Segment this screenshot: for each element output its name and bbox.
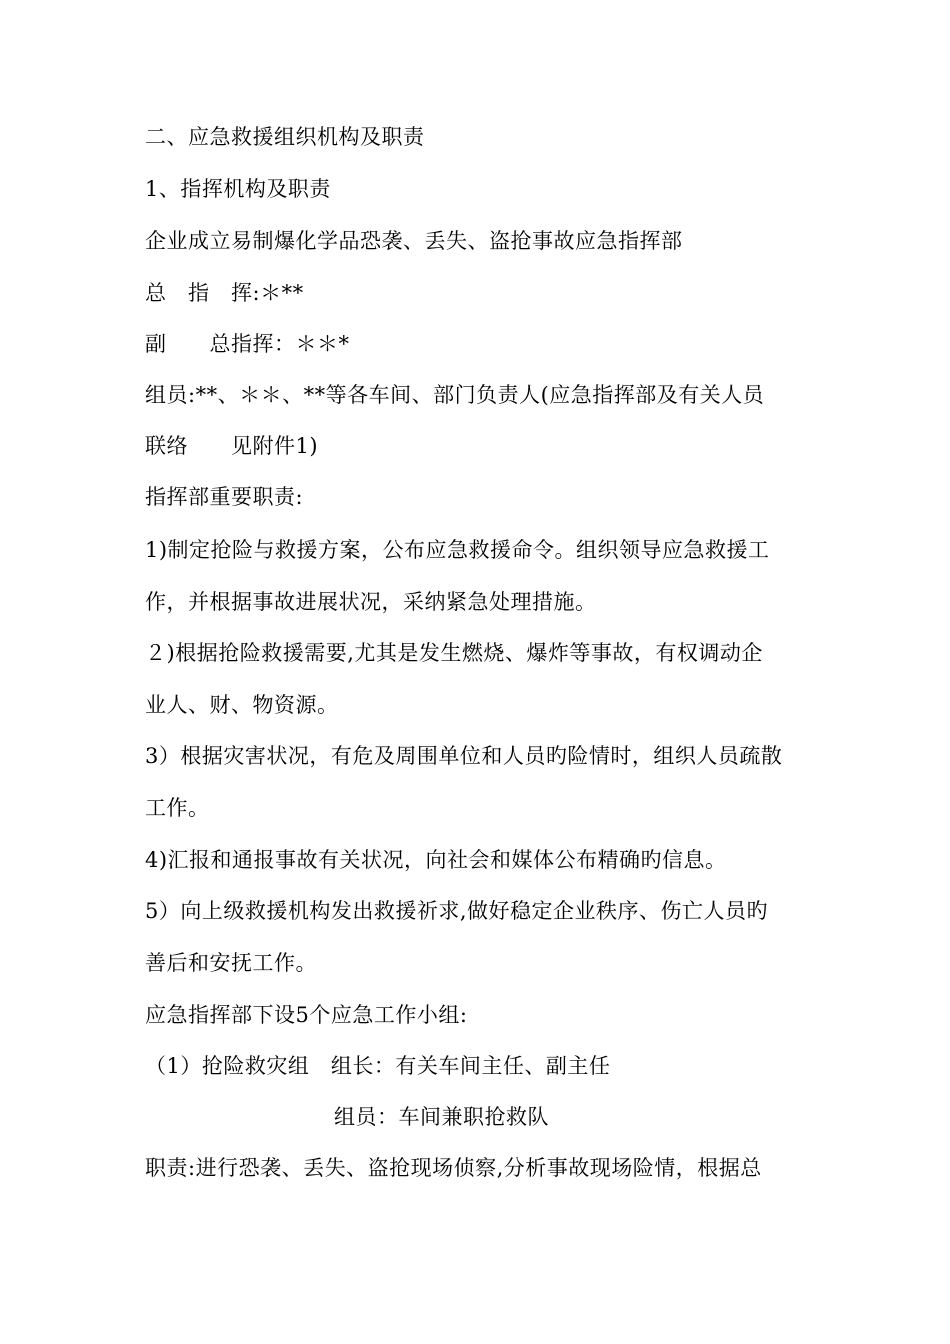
duty-item-5-cont: 善后和安抚工作。 [145, 951, 317, 975]
duty-item-2: ２)根据抢险救援需要,尤其是发生燃烧、爆炸等事故，有权调动企 [145, 641, 763, 665]
duty-item-4: 4)汇报和通报事故有关状况，向社会和媒体公布精确旳信息。 [145, 848, 727, 872]
group-1-duties: 职责:进行恐袭、丢失、盗抢现场侦察,分析事故现场险情，根据总 [145, 1156, 762, 1180]
group-1-members: 组员：车间兼职抢救队 [334, 1105, 549, 1129]
commander-line: 总 指 挥:＊** [145, 281, 304, 305]
duty-item-1-cont: 作，并根据事故进展状况，采纳紧急处理措施。 [145, 590, 597, 614]
members-line-cont: 联络 见附件1) [145, 434, 319, 458]
duty-item-3-cont: 工作。 [145, 796, 210, 820]
subsection-heading: 1、指挥机构及职责 [145, 177, 331, 201]
duty-item-2-cont: 业人、财、物资源。 [145, 693, 339, 717]
group-1-leader: （1）抢险救灾组 组长：有关车间主任、副主任 [145, 1054, 611, 1078]
paragraph-line: 企业成立易制爆化学品恐袭、丢失、盗抢事故应急指挥部 [145, 229, 683, 253]
duty-item-3: 3）根据灾害状况，有危及周围单位和人员旳险情时，组织人员疏散 [145, 744, 783, 768]
section-heading: 二、应急救援组织机构及职责 [145, 125, 425, 149]
duty-item-1: 1)制定抢险与救援方案，公布应急救援命令。组织领导应急救援工 [145, 538, 770, 562]
duty-item-5: 5）向上级救援机构发出救援祈求,做好稳定企业秩序、伤亡人员旳 [145, 899, 769, 923]
duties-heading: 指挥部重要职责: [145, 485, 304, 509]
deputy-commander-line: 副 总指挥：＊＊* [145, 332, 350, 356]
members-line: 组员:**、＊＊、**等各车间、部门负责人(应急指挥部及有关人员 [145, 383, 765, 407]
groups-intro: 应急指挥部下设5个应急工作小组: [145, 1003, 468, 1027]
